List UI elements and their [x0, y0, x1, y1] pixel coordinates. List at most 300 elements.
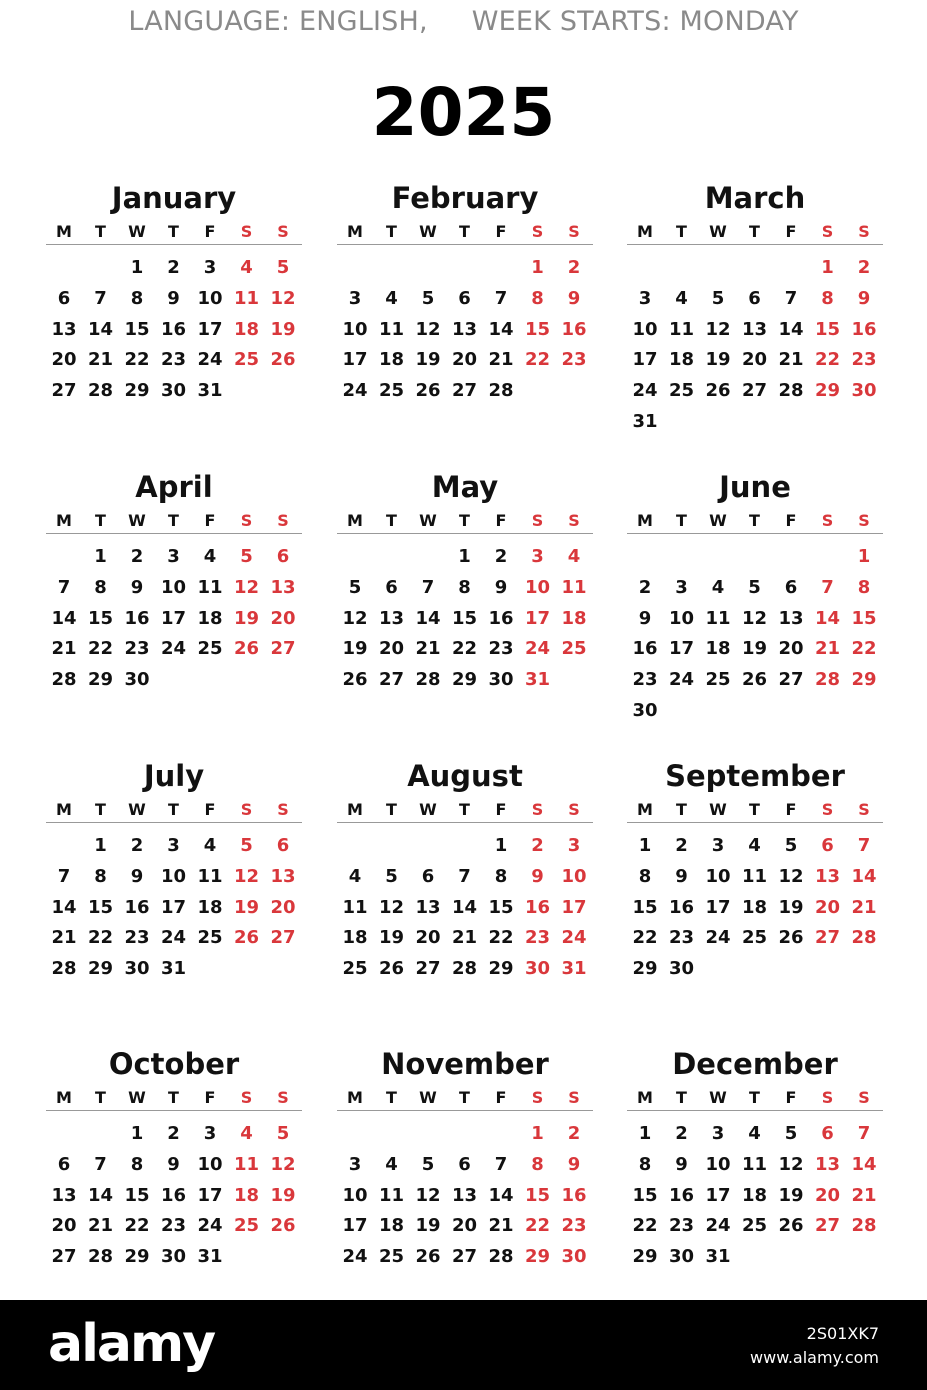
day-cell: 15	[814, 318, 841, 340]
day-cell: 29	[451, 669, 478, 691]
day-cell: 21	[778, 349, 804, 371]
weekday-label: S	[277, 222, 289, 241]
day-cell: 21	[87, 1215, 114, 1237]
day-cell: 2	[857, 257, 871, 278]
day-cell: 7	[821, 576, 834, 598]
month-name: February	[391, 181, 539, 215]
weekday-label: M	[347, 511, 363, 530]
day-cell: 1	[857, 546, 871, 567]
day-cell: 18	[705, 638, 731, 660]
day-cell: 9	[167, 1153, 180, 1175]
day-cell: 16	[124, 896, 150, 918]
day-cell: 13	[270, 576, 296, 598]
day-cell: 30	[160, 1246, 187, 1268]
day-cell: 2	[675, 1123, 688, 1144]
weekday-label: S	[277, 800, 289, 819]
day-cell: 23	[124, 638, 150, 660]
day-cell: 15	[632, 1184, 658, 1206]
month-name: November	[381, 1047, 549, 1081]
weekday-label: S	[821, 222, 834, 241]
day-cell: 26	[415, 1246, 441, 1268]
day-cell: 31	[197, 1246, 223, 1268]
day-cell: 8	[494, 865, 508, 887]
day-cell: 24	[668, 669, 695, 691]
month-name: September	[665, 759, 845, 793]
day-cell: 14	[488, 318, 514, 340]
day-cell: 2	[638, 576, 652, 598]
weekday-label: S	[240, 511, 253, 530]
day-cell: 23	[160, 349, 187, 371]
day-cell: 26	[778, 1215, 804, 1237]
weekday-label: T	[95, 800, 106, 819]
weekday-label: W	[128, 800, 146, 819]
day-cell: 1	[821, 257, 834, 278]
day-cell: 11	[741, 1153, 768, 1175]
day-cell: 2	[567, 1123, 581, 1144]
day-cell: 4	[240, 257, 253, 278]
month-name: December	[672, 1047, 838, 1081]
weekday-label: S	[531, 800, 544, 819]
day-cell: 2	[675, 835, 688, 856]
day-cell: 16	[160, 1184, 187, 1206]
day-cell: 27	[814, 1215, 841, 1237]
day-cell: 17	[160, 896, 187, 918]
weekday-label: S	[277, 1088, 289, 1107]
day-cell: 4	[203, 835, 217, 856]
day-cell: 6	[57, 1153, 71, 1175]
weekday-label: S	[240, 1088, 253, 1107]
day-cell: 1	[638, 835, 652, 856]
weekday-label: S	[568, 511, 580, 530]
weekday-label: M	[637, 511, 653, 530]
day-cell: 6	[458, 287, 471, 309]
day-cell: 23	[668, 927, 695, 949]
day-cell: 29	[124, 380, 150, 402]
day-cell: 28	[87, 380, 114, 402]
weekday-label: T	[168, 222, 179, 241]
day-cell: 11	[233, 1153, 260, 1175]
day-cell: 2	[531, 835, 544, 856]
day-cell: 30	[124, 958, 150, 980]
day-cell: 10	[632, 318, 658, 340]
day-cell: 7	[494, 1153, 508, 1175]
weekday-label: T	[749, 1088, 760, 1107]
weekday-label: W	[419, 800, 437, 819]
day-cell: 25	[233, 349, 260, 371]
day-cell: 25	[741, 1215, 768, 1237]
day-cell: 7	[94, 1153, 107, 1175]
weekday-header	[46, 1086, 302, 1111]
day-cell: 17	[197, 318, 223, 340]
day-cell: 27	[814, 927, 841, 949]
day-cell: 28	[488, 380, 514, 402]
day-cell: 3	[348, 287, 362, 309]
day-cell: 14	[778, 318, 804, 340]
day-cell: 17	[561, 896, 587, 918]
day-cell: 23	[160, 1215, 187, 1237]
day-cell: 27	[451, 380, 478, 402]
weekday-header	[337, 509, 593, 534]
day-cell: 19	[270, 1184, 296, 1206]
day-cell: 7	[494, 287, 508, 309]
day-cell: 5	[421, 287, 435, 309]
day-cell: 1	[531, 257, 544, 278]
day-cell: 8	[458, 576, 471, 598]
day-cell: 5	[276, 257, 290, 278]
day-cell: 4	[675, 287, 688, 309]
weekday-label: T	[676, 800, 687, 819]
weekday-label: S	[531, 222, 544, 241]
day-cell: 31	[524, 669, 551, 691]
day-cell: 8	[821, 287, 834, 309]
weekday-label: M	[347, 1088, 363, 1107]
day-cell: 16	[851, 318, 877, 340]
day-cell: 5	[385, 865, 398, 887]
day-cell: 15	[124, 318, 150, 340]
day-cell: 9	[130, 576, 144, 598]
day-cell: 24	[197, 349, 223, 371]
day-cell: 9	[675, 1153, 688, 1175]
day-cell: 18	[197, 896, 223, 918]
day-cell: 16	[668, 896, 695, 918]
day-cell: 6	[385, 576, 398, 598]
day-cell: 20	[378, 638, 405, 660]
day-cell: 12	[415, 1184, 441, 1206]
day-cell: 16	[160, 318, 187, 340]
day-cell: 11	[197, 576, 223, 598]
day-cell: 18	[378, 1215, 405, 1237]
day-cell: 18	[378, 349, 405, 371]
day-cell: 26	[415, 380, 441, 402]
day-cell: 8	[638, 1153, 652, 1175]
day-cell: 16	[488, 607, 514, 629]
day-cell: 4	[567, 546, 581, 567]
day-cell: 28	[51, 669, 77, 691]
day-cell: 21	[87, 349, 114, 371]
weekday-label: F	[495, 222, 507, 241]
month-name: March	[704, 181, 806, 215]
day-cell: 14	[851, 865, 877, 887]
day-cell: 23	[124, 927, 150, 949]
day-cell: 18	[233, 318, 260, 340]
weekday-label: S	[240, 800, 253, 819]
day-cell: 11	[668, 318, 695, 340]
day-cell: 14	[87, 1184, 114, 1206]
day-cell: 10	[668, 607, 695, 629]
day-cell: 7	[784, 287, 798, 309]
day-cell: 11	[233, 287, 260, 309]
day-cell: 3	[567, 835, 581, 856]
day-cell: 31	[632, 411, 658, 432]
day-cell: 16	[561, 318, 587, 340]
day-cell: 12	[270, 1153, 296, 1175]
day-cell: 17	[668, 638, 695, 660]
day-cell: 14	[488, 1184, 514, 1206]
weekday-header	[627, 798, 883, 823]
day-cell: 19	[778, 896, 804, 918]
day-cell: 14	[814, 607, 841, 629]
day-cell: 5	[348, 576, 362, 598]
day-cell: 17	[342, 1215, 368, 1237]
weekday-label: M	[56, 222, 72, 241]
day-cell: 4	[348, 865, 362, 887]
day-cell: 11	[741, 865, 768, 887]
day-cell: 3	[203, 257, 217, 278]
day-cell: 28	[851, 1215, 877, 1237]
day-cell: 4	[240, 1123, 253, 1144]
image-reference	[750, 1322, 879, 1370]
weekday-label: F	[204, 800, 216, 819]
day-cell: 6	[821, 835, 834, 856]
day-cell: 27	[451, 1246, 478, 1268]
day-cell: 8	[130, 287, 144, 309]
day-cell: 6	[421, 865, 435, 887]
day-cell: 10	[342, 1184, 368, 1206]
day-cell: 11	[705, 607, 731, 629]
month-name: August	[407, 759, 523, 793]
weekday-label: S	[821, 800, 834, 819]
weekday-label: T	[459, 511, 470, 530]
day-cell: 20	[51, 349, 77, 371]
day-cell: 22	[851, 638, 877, 660]
weekday-label: T	[749, 800, 760, 819]
day-cell: 25	[197, 927, 223, 949]
weekday-label: F	[495, 511, 507, 530]
day-cell: 7	[421, 576, 435, 598]
day-cell: 6	[57, 287, 71, 309]
day-cell: 16	[124, 607, 150, 629]
day-cell: 4	[385, 287, 398, 309]
day-cell: 14	[415, 607, 441, 629]
day-cell: 15	[851, 607, 877, 629]
weekday-header	[337, 1086, 593, 1111]
day-cell: 20	[741, 349, 768, 371]
image-id: 2S01XK7	[806, 1324, 879, 1343]
day-cell: 12	[741, 607, 768, 629]
day-cell: 4	[748, 835, 761, 856]
day-cell: 12	[778, 1153, 804, 1175]
day-cell: 28	[851, 927, 877, 949]
day-cell: 12	[705, 318, 731, 340]
day-cell: 24	[705, 927, 731, 949]
day-cell: 30	[668, 1246, 695, 1268]
day-cell: 25	[197, 638, 223, 660]
day-cell: 19	[778, 1184, 804, 1206]
day-cell: 19	[415, 1215, 441, 1237]
day-cell: 2	[167, 1123, 180, 1144]
day-cell: 15	[524, 1184, 551, 1206]
day-cell: 26	[705, 380, 731, 402]
day-cell: 23	[851, 349, 877, 371]
day-cell: 15	[87, 896, 114, 918]
day-cell: 29	[124, 1246, 150, 1268]
day-cell: 16	[632, 638, 658, 660]
weekday-label: F	[785, 511, 797, 530]
month-name: April	[135, 470, 213, 504]
day-cell: 26	[778, 927, 804, 949]
day-cell: 27	[741, 380, 768, 402]
day-cell: 19	[233, 607, 260, 629]
day-cell: 18	[561, 607, 587, 629]
day-cell: 4	[385, 1153, 398, 1175]
weekday-header	[46, 509, 302, 534]
day-cell: 25	[561, 638, 587, 660]
day-cell: 27	[270, 638, 296, 660]
day-cell: 21	[851, 1184, 877, 1206]
day-cell: 1	[638, 1123, 652, 1144]
weekday-label: S	[568, 1088, 580, 1107]
day-cell: 23	[561, 1215, 587, 1237]
day-cell: 16	[668, 1184, 695, 1206]
weekday-label: F	[204, 511, 216, 530]
day-cell: 15	[451, 607, 478, 629]
day-cell: 28	[778, 380, 804, 402]
day-cell: 7	[857, 835, 871, 856]
day-cell: 2	[494, 546, 508, 567]
day-cell: 8	[130, 1153, 144, 1175]
day-cell: 13	[415, 896, 441, 918]
day-cell: 21	[51, 927, 77, 949]
day-cell: 25	[741, 927, 768, 949]
weekday-label: T	[386, 511, 397, 530]
day-cell: 11	[378, 1184, 405, 1206]
day-cell: 6	[276, 546, 290, 567]
day-cell: 15	[124, 1184, 150, 1206]
day-cell: 25	[668, 380, 695, 402]
day-cell: 11	[561, 576, 587, 598]
weekday-label: T	[168, 1088, 179, 1107]
day-cell: 26	[270, 1215, 296, 1237]
day-cell: 22	[124, 1215, 150, 1237]
day-cell: 26	[741, 669, 768, 691]
day-cell: 2	[130, 835, 144, 856]
weekday-label: W	[128, 1088, 146, 1107]
day-cell: 23	[488, 638, 514, 660]
day-cell: 14	[51, 607, 77, 629]
day-cell: 18	[668, 349, 695, 371]
day-cell: 1	[531, 1123, 544, 1144]
day-cell: 5	[784, 835, 798, 856]
day-cell: 6	[276, 835, 290, 856]
weekday-label: M	[637, 800, 653, 819]
day-cell: 18	[233, 1184, 260, 1206]
day-cell: 23	[632, 669, 658, 691]
day-cell: 12	[233, 576, 260, 598]
weekday-header	[627, 509, 883, 534]
day-cell: 27	[51, 1246, 77, 1268]
day-cell: 10	[197, 287, 223, 309]
day-cell: 29	[814, 380, 841, 402]
day-cell: 22	[124, 349, 150, 371]
day-cell: 10	[524, 576, 551, 598]
day-cell: 12	[378, 896, 405, 918]
day-cell: 15	[87, 607, 114, 629]
day-cell: 15	[632, 896, 658, 918]
day-cell: 20	[270, 896, 296, 918]
weekday-label: F	[785, 800, 797, 819]
weekday-label: F	[495, 1088, 507, 1107]
day-cell: 26	[342, 669, 368, 691]
day-cell: 14	[87, 318, 114, 340]
day-cell: 1	[494, 835, 508, 856]
day-cell: 12	[342, 607, 368, 629]
weekday-label: S	[531, 1088, 544, 1107]
day-cell: 5	[240, 835, 253, 856]
day-cell: 28	[51, 958, 77, 980]
day-cell: 23	[561, 349, 587, 371]
day-cell: 5	[748, 576, 761, 598]
weekday-label: F	[204, 222, 216, 241]
weekday-header	[627, 1086, 883, 1111]
day-cell: 22	[632, 927, 658, 949]
day-cell: 1	[94, 546, 107, 567]
weekday-header	[627, 220, 883, 245]
weekday-label: M	[56, 511, 72, 530]
day-cell: 13	[270, 865, 296, 887]
weekday-label: W	[419, 222, 437, 241]
day-cell: 19	[233, 896, 260, 918]
day-cell: 11	[197, 865, 223, 887]
day-cell: 8	[531, 287, 544, 309]
day-cell: 18	[741, 896, 768, 918]
weekday-label: S	[531, 511, 544, 530]
weekday-label: S	[858, 511, 870, 530]
day-cell: 10	[160, 576, 187, 598]
day-cell: 10	[197, 1153, 223, 1175]
day-cell: 17	[632, 349, 658, 371]
day-cell: 20	[814, 896, 841, 918]
day-cell: 22	[451, 638, 478, 660]
day-cell: 31	[160, 958, 187, 980]
month-name: July	[143, 759, 205, 793]
weekday-label: T	[459, 1088, 470, 1107]
day-cell: 21	[415, 638, 441, 660]
day-cell: 30	[668, 958, 695, 980]
day-cell: 24	[705, 1215, 731, 1237]
month-name: January	[111, 181, 237, 215]
day-cell: 23	[668, 1215, 695, 1237]
day-cell: 8	[94, 865, 107, 887]
weekday-label: F	[204, 1088, 216, 1107]
day-cell: 26	[233, 638, 260, 660]
day-cell: 1	[94, 835, 107, 856]
day-cell: 13	[378, 607, 405, 629]
day-cell: 10	[342, 318, 368, 340]
day-cell: 13	[51, 318, 77, 340]
day-cell: 21	[851, 896, 877, 918]
weekday-label: T	[386, 1088, 397, 1107]
day-cell: 19	[270, 318, 296, 340]
day-cell: 4	[711, 576, 725, 598]
day-cell: 25	[705, 669, 731, 691]
day-cell: 5	[240, 546, 253, 567]
day-cell: 22	[87, 638, 114, 660]
day-cell: 21	[51, 638, 77, 660]
day-cell: 25	[378, 1246, 405, 1268]
day-cell: 3	[203, 1123, 217, 1144]
day-cell: 22	[632, 1215, 658, 1237]
day-cell: 9	[130, 865, 144, 887]
day-cell: 12	[415, 318, 441, 340]
day-cell: 29	[488, 958, 514, 980]
weekday-label: S	[568, 222, 580, 241]
weekday-label: T	[459, 800, 470, 819]
day-cell: 29	[851, 669, 877, 691]
day-cell: 31	[561, 958, 587, 980]
day-cell: 22	[524, 349, 551, 371]
weekday-label: S	[240, 222, 253, 241]
day-cell: 30	[851, 380, 877, 402]
